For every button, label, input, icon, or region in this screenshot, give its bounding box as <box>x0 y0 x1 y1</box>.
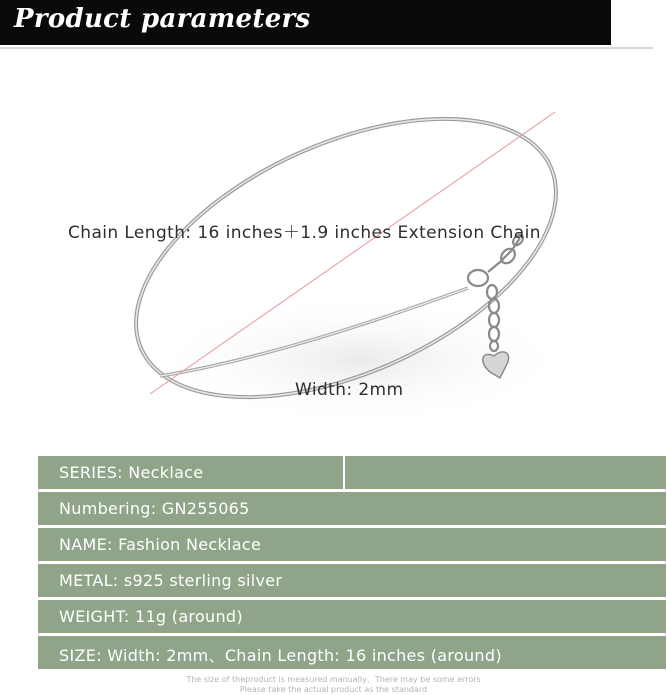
header-divider <box>0 47 653 49</box>
spec-row-name <box>38 528 666 561</box>
spec-size-text: SIZE: Width: 2mm、Chain Length: 16 inches (around) <box>59 646 502 665</box>
footnote-standard: Please take the actual product as the standard <box>239 685 428 694</box>
spec-numbering-text: Numbering: GN255065 <box>59 499 250 518</box>
spec-row-size <box>38 636 666 669</box>
spec-row-series <box>38 456 666 489</box>
spec-name-text: NAME: Fashion Necklace <box>59 535 262 554</box>
width-annotation: Width: 2mm <box>295 380 404 400</box>
spec-row-metal <box>38 564 666 597</box>
spec-metal-text: METAL: s925 sterling silver <box>59 571 283 590</box>
spec-weight-text: WEIGHT: 11g (around) <box>59 607 243 626</box>
spec-row-weight <box>38 600 666 633</box>
header-banner <box>0 0 611 45</box>
spec-series-text: SERIES: Necklace <box>59 463 204 482</box>
chain-length-annotation: Chain Length: 16 inches＋1.9 inches Extension Chain <box>68 223 541 243</box>
page-title: Product parameters <box>14 4 311 34</box>
spec-row-numbering <box>38 492 666 525</box>
row-divider <box>343 456 345 489</box>
footnote-measurement: The size of theproduct is measured manually，There may be some errors <box>186 675 481 684</box>
